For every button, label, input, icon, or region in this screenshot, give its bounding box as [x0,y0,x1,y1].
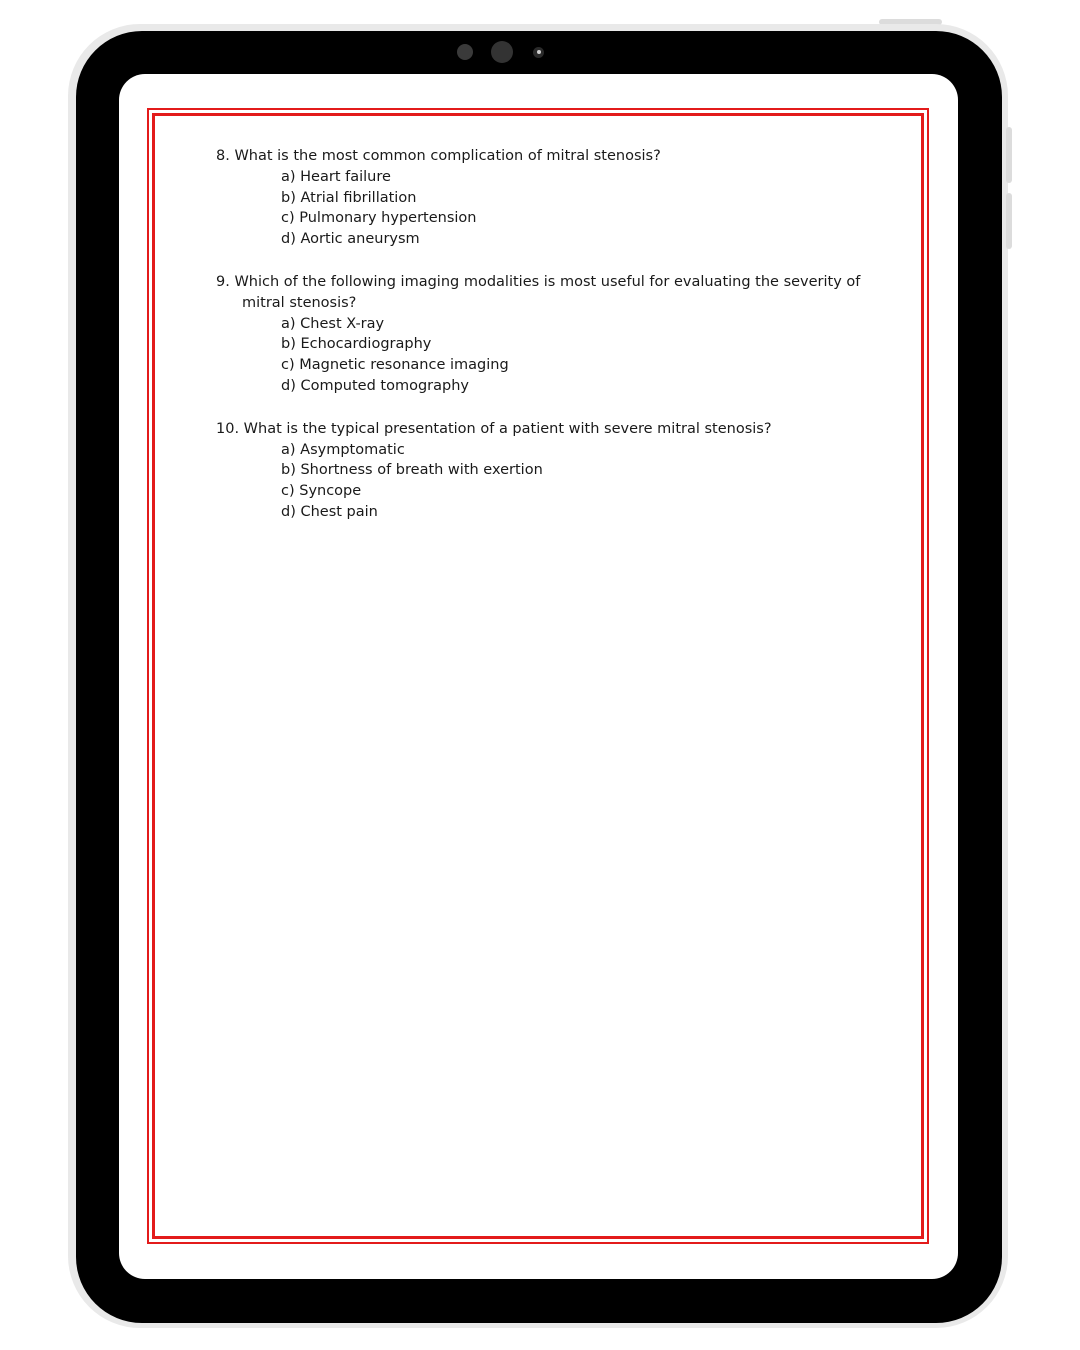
question-8 [216,146,866,250]
answer-option: c) Syncope [281,483,362,500]
answer-option: b) Echocardiography [281,336,432,353]
sensor-icon [457,44,473,60]
tablet-screen [119,74,958,1279]
question-9 [216,272,866,397]
question-10 [216,419,866,523]
question-text: 8. What is the most common complication of mitral stenosis? [216,148,661,164]
light-sensor-icon [533,47,544,58]
answer-option: a) Heart failure [281,168,391,185]
answer-option: b) Atrial fibrillation [281,189,417,206]
camera-icon [491,41,513,63]
answer-option: d) Computed tomography [281,377,469,394]
question-text: 10. What is the typical presentation of a patient with severe mitral stenosis? [216,420,772,437]
answer-option: a) Chest X-ray [281,315,385,332]
answer-option: a) Asymptomatic [281,441,405,458]
answer-option: c) Magnetic resonance imaging [281,357,509,374]
answer-option: c) Pulmonary hypertension [281,210,477,227]
volume-down-button [1006,193,1012,249]
answer-option: d) Aortic aneurysm [281,231,420,248]
answer-option: d) Chest pain [281,503,378,520]
quiz-page [216,146,866,545]
question-text: 9. Which of the following imaging modalities is most useful for evaluating the severity of mitral stenosis? [216,273,861,311]
answer-option: b) Shortness of breath with exertion [281,462,543,479]
volume-up-button [1006,127,1012,183]
